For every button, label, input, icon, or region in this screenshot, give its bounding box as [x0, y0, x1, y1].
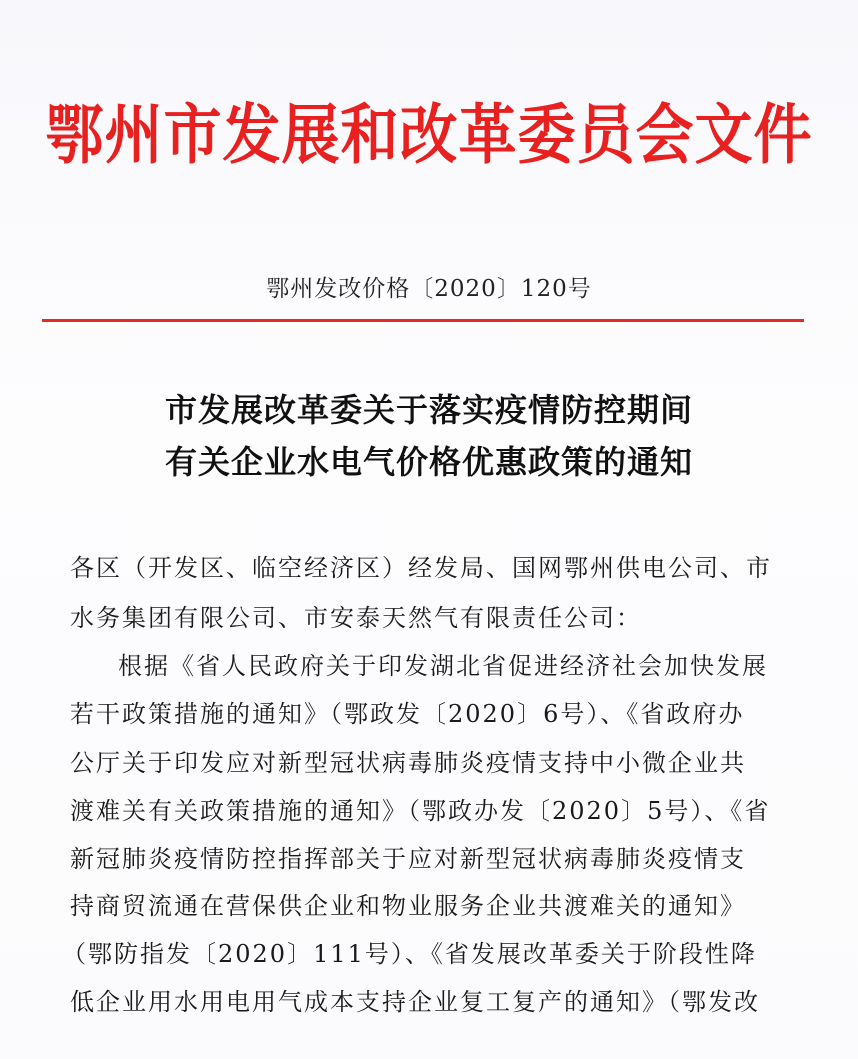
body-line-2: 水务集团有限公司、市安泰天然气有限责任公司： [70, 604, 642, 632]
red-divider-rule [42, 319, 804, 322]
body-line-4: 若干政策措施的通知》（鄂政发〔2020〕6号）、《省政府办 [70, 700, 745, 728]
body-line-3: 根据《省人民政府关于印发湖北省促进经济社会加快发展 [118, 652, 768, 680]
body-line-6: 渡难关有关政策措施的通知》（鄂政办发〔2020〕5号）、《省 [70, 797, 771, 825]
body-line-7: 新冠肺炎疫情防控指挥部关于应对新型冠状病毒肺炎疫情支 [70, 845, 746, 873]
issuer-header-title: 鄂州市发展和改革委员会文件 [45, 96, 813, 173]
notice-title-line-2: 有关企业水电气价格优惠政策的通知 [164, 443, 693, 481]
body-line-1: 各区（开发区、临空经济区）经发局、国网鄂州供电公司、市 [70, 554, 772, 582]
body-line-10: 低企业用水用电用气成本支持企业复工复产的通知》（鄂发改 [70, 988, 760, 1016]
body-line-9: （鄂防指发〔2020〕111号）、《省发展改革委关于阶段性降 [62, 940, 757, 968]
notice-title-line-1: 市发展改革委关于落实疫情防控期间 [164, 391, 693, 429]
body-line-5: 公厅关于印发应对新型冠状病毒肺炎疫情支持中小微企业共 [70, 749, 746, 777]
body-line-8: 持商贸流通在营保供企业和物业服务企业共渡难关的通知》 [70, 892, 746, 920]
document-number: 鄂州发改价格〔2020〕120号 [266, 276, 592, 302]
